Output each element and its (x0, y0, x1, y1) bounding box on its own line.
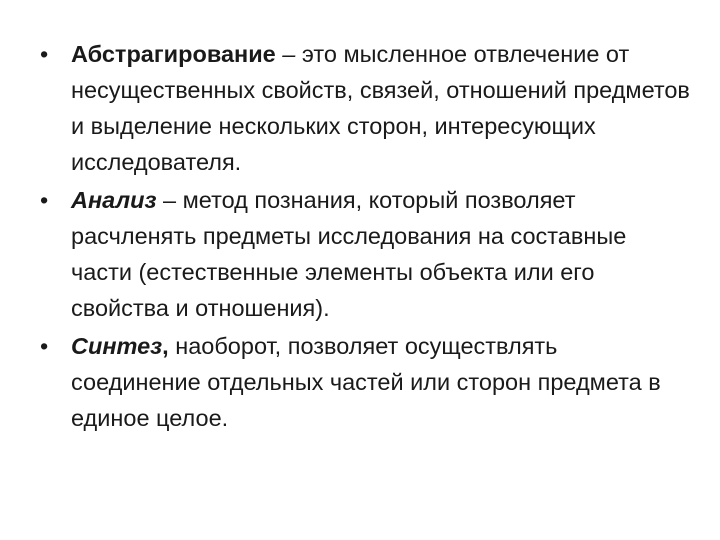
bullet-icon: • (40, 333, 49, 359)
term-separator: – (275, 41, 302, 67)
bullet-list (40, 36, 690, 436)
term-synthesis: Синтез (71, 333, 163, 359)
definition-text: наоборот, позволяет осуществлять соединение отдельных частей или сторон предмета в единое целое. (71, 333, 661, 431)
list-item-synthesis (40, 328, 690, 436)
definition-text: метод познания, который позволяет расчленять предметы исследования на составные части (естественные элементы объекта или его свойства и отношения). (71, 187, 627, 321)
list-item-analysis (40, 182, 690, 326)
list-item-abstraction (40, 36, 690, 180)
bullet-icon: • (40, 187, 49, 213)
term-separator: , (162, 333, 176, 359)
term-separator: – (156, 187, 183, 213)
definition-text: это мысленное отвлечение от несущественных свойств, связей, отношений предметов и выделение нескольких сторон, интересующих исследователя. (71, 41, 690, 175)
term-abstraction: Абстрагирование (71, 41, 276, 67)
term-analysis: Анализ (71, 187, 157, 213)
bullet-icon: • (40, 41, 49, 67)
